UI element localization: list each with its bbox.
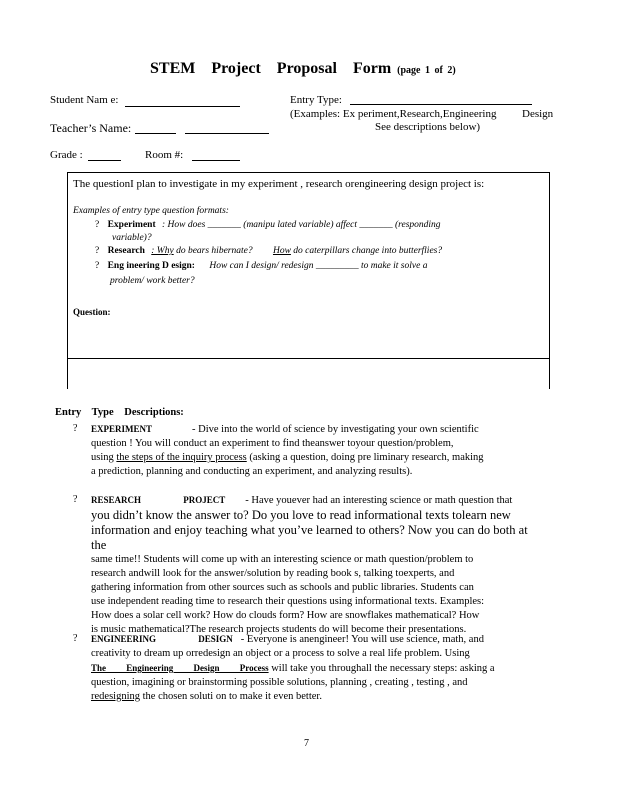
- entry-type-design: Design: [522, 108, 554, 120]
- descriptions-heading: Entry Type Descriptions:: [55, 407, 184, 418]
- question-answer-area[interactable]: [120, 318, 540, 354]
- example-engineering: ? Eng ineering D esign: How can I design/ redesign _________ to make it solve a: [95, 261, 428, 271]
- page-number: 7: [304, 738, 309, 749]
- example-experiment-cont: variable)?: [112, 233, 152, 243]
- grade-field[interactable]: [88, 160, 121, 161]
- student-name-field[interactable]: [125, 106, 240, 107]
- engineering-label: ENGINEERING DESIGN: [91, 634, 233, 644]
- inquiry-process-link: the steps of the inquiry process: [116, 452, 247, 463]
- question-box-divider: [67, 358, 549, 359]
- question-label: Question:: [73, 307, 111, 317]
- bullet-icon: ?: [95, 220, 100, 230]
- teacher-name-label: Teacher’s Name:: [50, 121, 132, 135]
- bullet-icon: ?: [95, 261, 100, 271]
- entry-type-examples: (Examples: Ex periment,Research,Engineering: [290, 108, 497, 120]
- page-indicator: (page 1 of 2): [397, 65, 456, 76]
- page-title: [150, 60, 456, 78]
- entry-type-field[interactable]: [350, 104, 532, 105]
- entry-type-label: Entry Type:: [290, 94, 342, 106]
- bullet-icon: ?: [73, 494, 78, 505]
- bullet-icon: ?: [95, 246, 100, 256]
- student-name-label: Student Nam e:: [50, 94, 119, 106]
- example-engineering-cont: problem/ work better?: [110, 276, 195, 286]
- room-label: Room #:: [145, 149, 184, 161]
- experiment-label: EXPERIMENT: [91, 424, 153, 434]
- experiment-description: EXPERIMENT - Dive into the world of science by investigating your own scientific question ! You will conduct an experiment to find theanswer toyour question/problem, using the steps of the inquiry process (asking a question, doing pre liminary research, making a prediction, planning and conducting an experiment, and analyzing results).: [91, 424, 484, 477]
- form-title: STEM Project Proposal Form: [150, 60, 392, 77]
- teacher-name-field-2[interactable]: [185, 133, 269, 134]
- research-label: RESEARCH PROJECT: [91, 495, 226, 505]
- entry-type-see-desc: See descriptions below): [375, 121, 481, 133]
- example-research: ? Research : Why do bears hibernate? How do caterpillars change into butterflies?: [95, 246, 443, 256]
- bullet-icon: ?: [73, 423, 78, 434]
- research-description: RESEARCH PROJECT - Have youever had an interesting science or math question that you didn’t know the answer to? Do you love to read informational texts tolearn new information and enjoy teaching what you’ve learned to others? Now you can do both at the same time!! Students will come up with an interesting science or math question/problem to research andwill look for the answer/solution by reading book s, talking toexperts, and gathering information from other sources such as schools and public libraries. Students can use independent reading time to research their questions using informational texts. Examples: How does a solar cell work? How do clouds form? How are snowflakes mathematical? How is music mathematical?The research projects students do will become their presentations.: [91, 495, 528, 635]
- question-prompt: The questionI plan to investigate in my experiment , research orengineering design project is:: [73, 178, 485, 190]
- examples-title: Examples of entry type question formats:: [73, 206, 229, 216]
- example-experiment: ? Experiment : How does _______ (manipu lated variable) affect _______ (responding: [95, 220, 441, 230]
- teacher-name-field-1[interactable]: [135, 133, 176, 134]
- engineering-description: ENGINEERING DESIGN - Everyone is anengineer! You will use science, math, and creativity to dream up orredesign an object or a process to solve a real life problem. Using The Engineering Design Process will take you throughall the necessary steps: asking a question, imagining or brainstorming possible solutions, planning , creating , testing , and redesigning the chosen soluti on to make it even better.: [91, 634, 495, 702]
- room-field[interactable]: [192, 160, 240, 161]
- grade-label: Grade :: [50, 149, 83, 161]
- engineering-process-link: The Engineering Design Process: [91, 663, 269, 673]
- bullet-icon: ?: [73, 633, 78, 644]
